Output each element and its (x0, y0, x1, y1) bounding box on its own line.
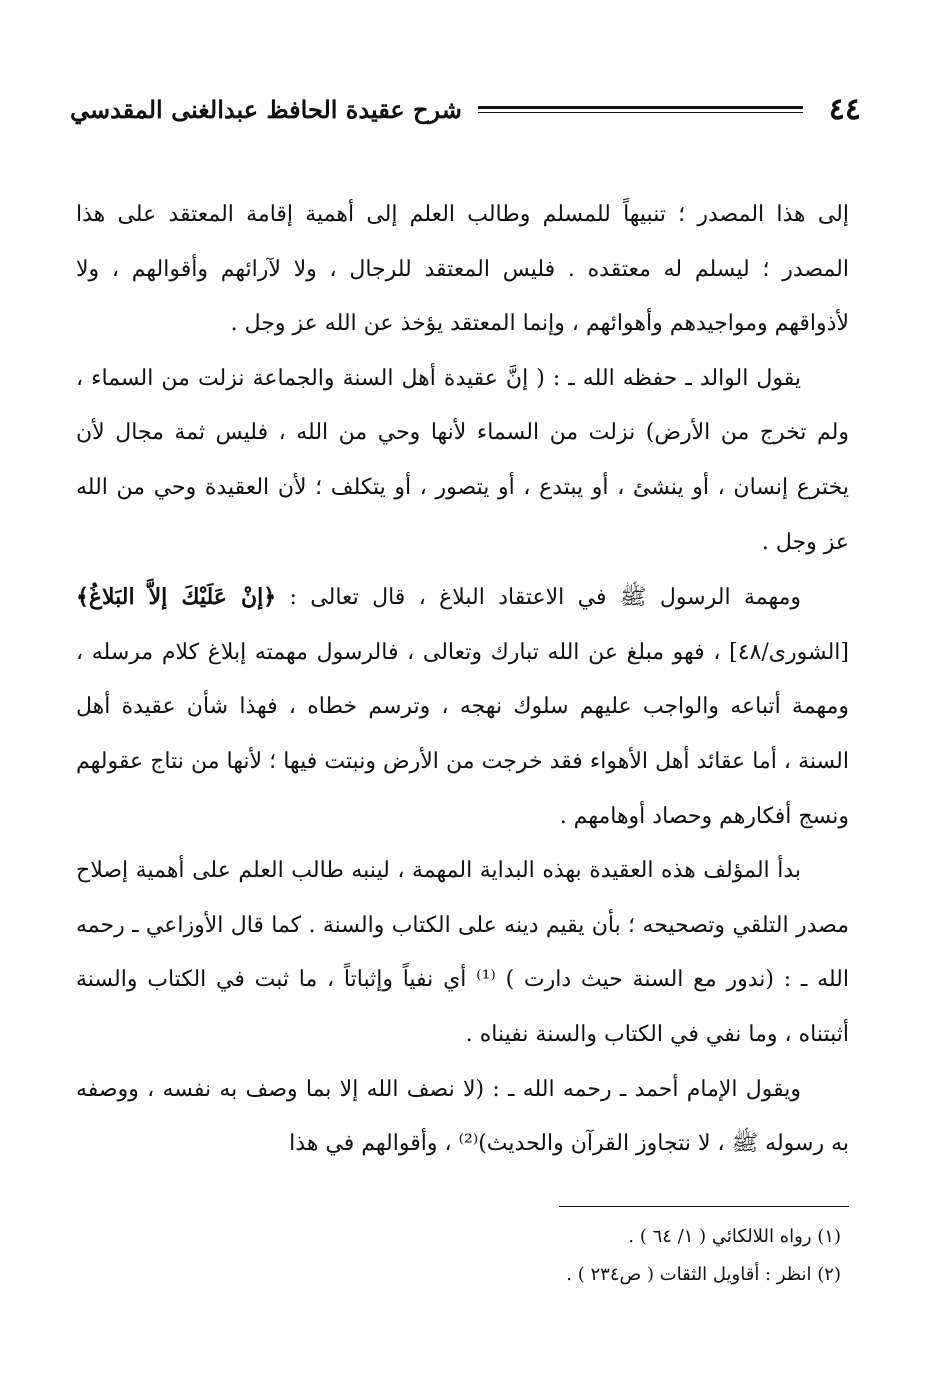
footnotes (200, 1218, 841, 1294)
paragraph-3 (76, 570, 849, 844)
footnote-1: (١) رواه اللالكائي ( ١/ ٦٤ ) . (628, 1226, 841, 1247)
header-rule (478, 106, 803, 113)
main-text (76, 188, 849, 1172)
page-number: ٤٤ (828, 91, 861, 127)
paragraph-2: يقول الوالد ـ حفظه الله ـ : ( إنَّ عقيدة أهل السنة والجماعة نزلت من السماء ، ولم تخرج من الأرض) نزلت من السماء لأنها وحي من الله ، فليس ثمة مجال لأن يخترع إنسان ، أو ينشئ ، أو يبتدع ، أو يتصور ، أو يتكلف ؛ لأن العقيدة وحي من الله عز وجل . (76, 365, 849, 555)
book-title: شرح عقيدة الحافظ عبدالغنى المقدسي (70, 94, 462, 124)
paragraph-5: ويقول الإمام أحمد ـ رحمه الله ـ : (لا نصف الله إلا بما وصف به نفسه ، ووصفه به رسوله ﷺ ، لا نتجاوز القرآن والحديث)⁽²⁾ ، وأقوالهم في هذا (76, 1076, 849, 1157)
quran-verse: ﴿إنْ عَلَيْكَ إلاَّ البَلاغُ﴾ (76, 584, 277, 611)
paragraph-4: بدأ المؤلف هذه العقيدة بهذه البداية المهمة ، لينبه طالب العلم على أهمية إصلاح مصدر التلقي وتصحيحه ؛ بأن يقيم دينه على الكتاب والسنة . كما قال الأوزاعي ـ رحمه الله ـ : (ندور مع السنة حيث دارت ) ⁽¹⁾ أي نفياً وإثباتاً ، ما ثبت في الكتاب والسنة أثبتناه ، وما نفي في الكتاب والسنة نفيناه . (76, 858, 849, 1047)
footnote-2: (٢) انظر : أقاويل الثقات ( ص٢٣٤ ) . (566, 1264, 841, 1285)
page-header (70, 84, 861, 134)
footnote-separator (559, 1206, 849, 1207)
paragraph-3-intro: ومهمة الرسول ﷺ في الاعتقاد البلاغ ، قال تعالى : (276, 585, 802, 611)
paragraph-1: إلى هذا المصدر ؛ تنبيهاً للمسلم وطالب العلم إلى أهمية إقامة المعتقد على هذا المصدر ؛ ليسلم له معتقده . فليس المعتقد للرجال ، ولا لآرائهم وأقوالهم ، ولا لأذواقهم ومواجيدهم وأهوائهم ، وإنما المعتقد يؤخذ عن الله عز وجل . (76, 202, 849, 337)
paragraph-3-rest: [الشورى/٤٨] ، فهو مبلغ عن الله تبارك وتعالى ، فالرسول مهمته إبلاغ كلام مرسله ، ومهمة أتباعه والواجب عليهم سلوك نهجه ، وترسم خطاه ، فهذا شأن عقيدة أهل السنة ، أما عقائد أهل الأهواء فقد خرجت من الأرض ونبتت فيها ؛ لأنها من نتاج عقولهم ونسج أفكارهم وحصاد أوهامهم . (76, 639, 849, 829)
